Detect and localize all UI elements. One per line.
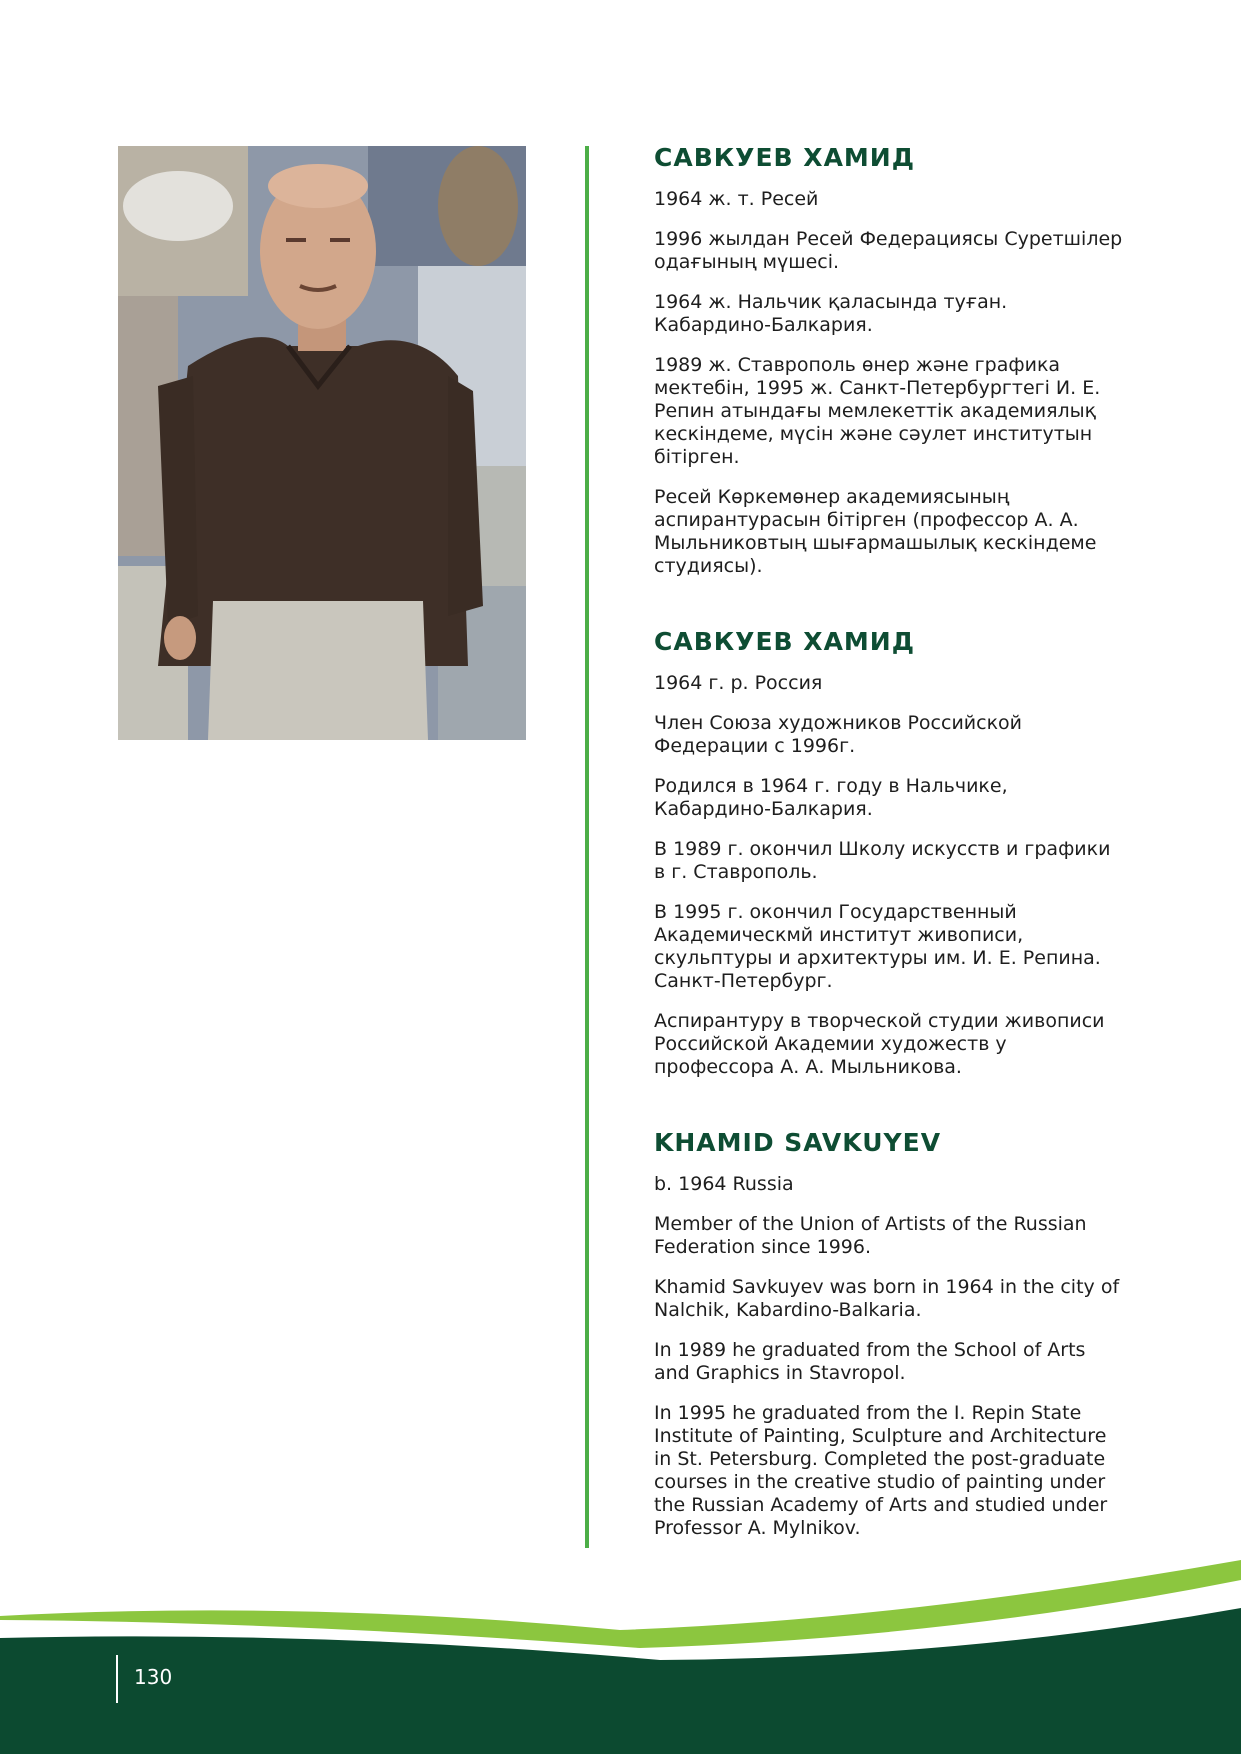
page-number: 130 xyxy=(134,1665,173,1689)
section-heading: KHAMID SAVKUYEV xyxy=(654,1128,942,1157)
paragraph: Ресей Көркемөнер академиясының аспирантурасын бітірген (профессор А. А. Мыльниковтың шығармашылық кескіндеме студиясы). xyxy=(654,486,1097,577)
section-heading: САВКУЕВ ХАМИД xyxy=(654,627,915,656)
section-kazakh xyxy=(654,142,1124,578)
section-english xyxy=(654,1127,1124,1540)
paragraph: Member of the Union of Artists of the Russian Federation since 1996. xyxy=(654,1213,1087,1258)
portrait-illustration xyxy=(118,146,526,740)
paragraph: В 1989 г. окончил Школу искусств и графики в г. Ставрополь. xyxy=(654,838,1111,883)
biography-column xyxy=(654,142,1124,1588)
footer-wave-band xyxy=(0,1560,1241,1754)
paragraph: Член Союза художников Российской Федерации с 1996г. xyxy=(654,712,1023,757)
paragraph: 1964 ж. Нальчик қаласында туған. Кабардино-Балкария. xyxy=(654,291,1008,336)
paragraph: b. 1964 Russia xyxy=(654,1173,794,1195)
vertical-divider xyxy=(585,146,589,1548)
paragraph: Аспирантуру в творческой студии живописи Российской Академии художеств у профессора А. А. Мыльникова. xyxy=(654,1010,1105,1078)
paragraph: 1996 жылдан Ресей Федерациясы Суретшілер одағының мүшесі. xyxy=(654,228,1123,273)
artist-portrait-photo xyxy=(118,146,526,740)
paragraph: 1964 ж. т. Ресей xyxy=(654,188,819,210)
section-heading: САВКУЕВ ХАМИД xyxy=(654,143,915,172)
section-russian xyxy=(654,626,1124,1079)
paragraph: Khamid Savkuyev was born in 1964 in the city of Nalchik, Kabardino-Balkaria. xyxy=(654,1276,1120,1321)
paragraph: 1964 г. р. Россия xyxy=(654,672,823,694)
paragraph: In 1995 he graduated from the I. Repin State Institute of Painting, Sculpture and Architecture in St. Petersburg. Completed the post-graduate courses in the creative studio of painting under the Russian Academy of Arts and studied under Professor A. Mylnikov. xyxy=(654,1402,1108,1539)
paragraph: Родился в 1964 г. году в Нальчике, Кабардино-Балкария. xyxy=(654,775,1008,820)
paragraph: В 1995 г. окончил Государственный Академическмй институт живописи, скульптуры и архитектуры им. И. Е. Репина. Санкт-Петербург. xyxy=(654,901,1101,992)
paragraph: 1989 ж. Ставрополь өнер және графика мектебін, 1995 ж. Санкт-Петербургтегі И. Е. Репин атындағы мемлекеттік академиялық кескіндеме, мүсін және сәулет институтын бітірген. xyxy=(654,354,1101,468)
paragraph: In 1989 he graduated from the School of Arts and Graphics in Stavropol. xyxy=(654,1339,1086,1384)
page-number-rule xyxy=(116,1655,118,1703)
